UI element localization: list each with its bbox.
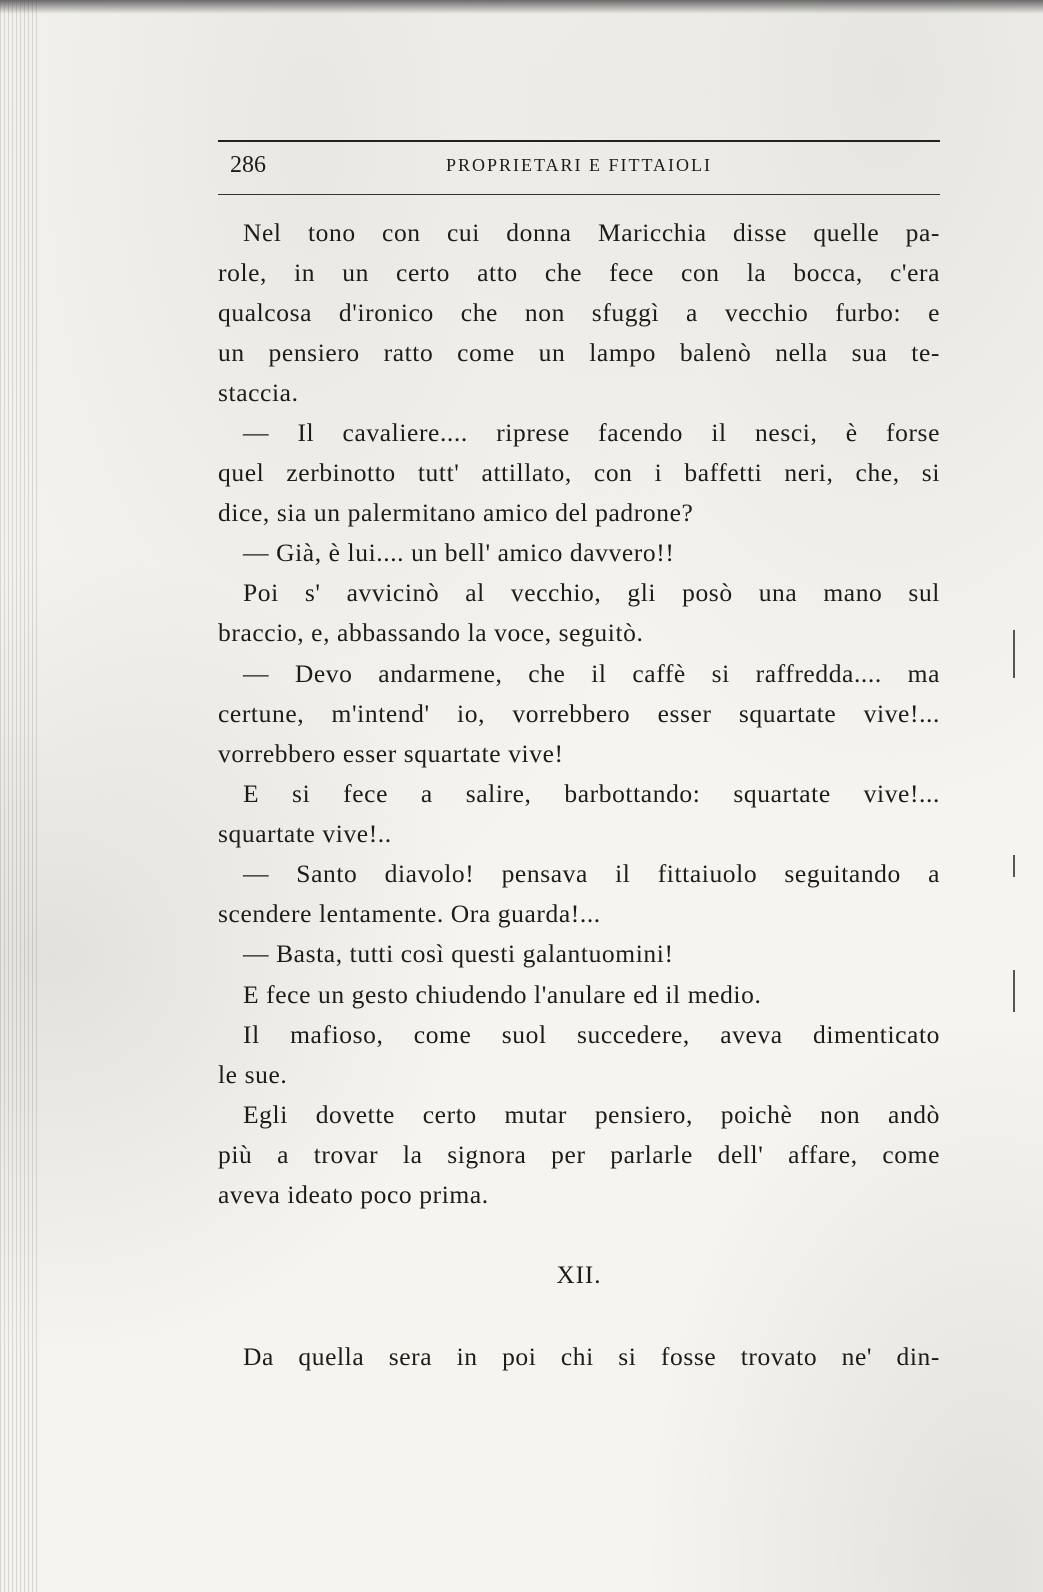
running-title: PROPRIETARI E FITTAIOLI: [445, 155, 713, 175]
scan-gutter-shadow: [0, 0, 38, 1592]
text-line: qualcosa d'ironico che non sfuggì a vecchio furbo: e: [218, 298, 940, 327]
text-line: staccia.: [218, 378, 299, 407]
text-line: dice, sia un palermitano amico del padrone?: [218, 498, 694, 527]
text-line: — Già, è lui.... un bell' amico davvero!!: [243, 538, 675, 567]
text-line: Egli dovette certo mutar pensiero, poichè non andò: [243, 1100, 940, 1129]
text-line: certune, m'intend' io, vorrebbero esser squartate vive!...: [218, 699, 940, 728]
text-line: braccio, e, abbassando la voce, seguitò.: [218, 618, 644, 647]
text-line: squartate vive!..: [218, 819, 392, 848]
text-line: E si fece a salire, barbottando: squartate vive!...: [243, 779, 940, 808]
text-line: — Il cavaliere.... riprese facendo il nesci, è forse: [243, 418, 940, 447]
chapter-heading: XII.: [556, 1262, 602, 1289]
text-line: le sue.: [218, 1060, 288, 1089]
scan-edge-mark: [1013, 970, 1015, 1012]
text-line: un pensiero ratto come un lampo balenò nella sua te-: [218, 338, 940, 367]
text-line: più a trovar la signora per parlarle dell' affare, come: [218, 1140, 940, 1169]
text-line: E fece un gesto chiudendo l'anulare ed il medio.: [243, 980, 762, 1009]
text-line: role, in un certo atto che fece con la bocca, c'era: [218, 258, 940, 287]
text-line: — Basta, tutti così questi galantuomini!: [243, 939, 674, 968]
page-number: 286: [230, 152, 266, 178]
text-line: Il mafioso, come suol succedere, aveva dimenticato: [243, 1020, 940, 1049]
text-line: vorrebbero esser squartate vive!: [218, 739, 564, 768]
text-line: scendere lentamente. Ora guarda!...: [218, 899, 601, 928]
text-line: aveva ideato poco prima.: [218, 1180, 489, 1209]
text-line: Nel tono con cui donna Maricchia disse quelle pa-: [243, 218, 940, 247]
text-line: — Devo andarmene, che il caffè si raffredda.... ma: [243, 659, 940, 688]
scan-edge-mark: [1013, 855, 1015, 877]
text-line: Poi s' avvicinò al vecchio, gli posò una mano sul: [243, 578, 940, 607]
text-line: — Santo diavolo! pensava il fittaiuolo seguitando a: [243, 859, 940, 888]
scan-top-edge: [0, 0, 1043, 14]
scan-edge-mark: [1013, 630, 1015, 678]
page-header: [218, 140, 940, 195]
text-line: Da quella sera in poi chi si fosse trovato ne' din-: [243, 1342, 940, 1371]
text-line: quel zerbinotto tutt' attillato, con i baffetti neri, che, si: [218, 458, 940, 487]
